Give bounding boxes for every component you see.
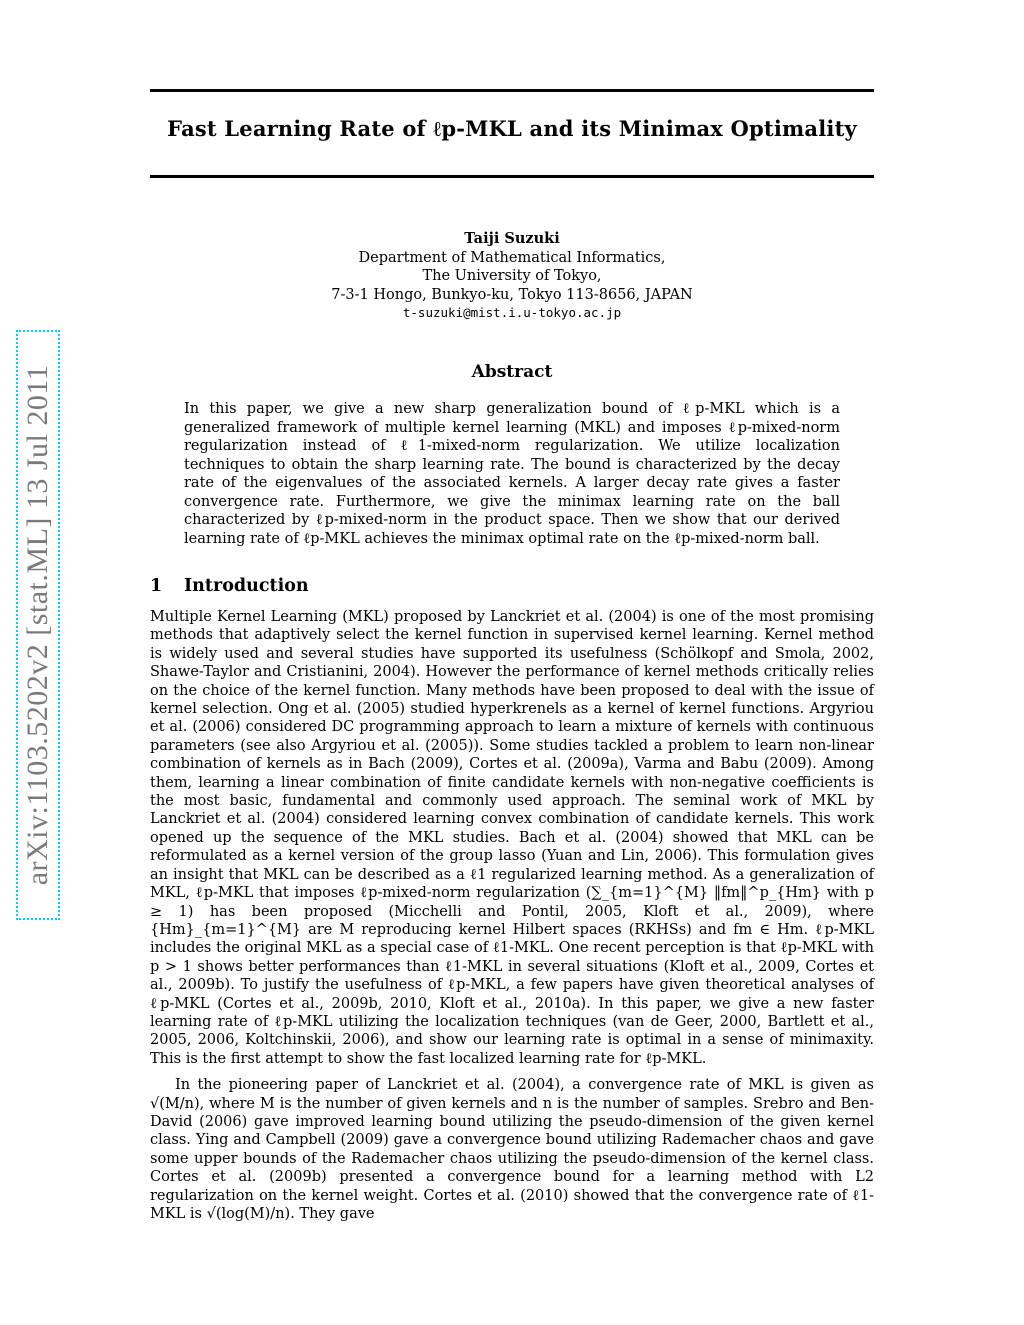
paper-title: Fast Learning Rate of ℓp-MKL and its Minimax Optimality [167,116,857,141]
section-number: 1 [150,576,163,596]
intro-body [150,608,874,1223]
arxiv-id: arXiv:1103.5202v2 [stat.ML] 13 Jul 2011 [21,364,54,886]
intro-paragraph-2: In the pioneering paper of Lanckriet et al. (2004), a convergence rate of MKL is given as √(M/n), where M is the number of given kernels and n is the number of samples. Srebro and Ben-David (2006) gave improved learning bound utilizing the pseudo-dimension of the given kernel class. Ying and Campbell (2009) gave a convergence bound utilizing Rademacher chaos and gave some upper bounds of the Rademacher chaos utilizing the pseudo-dimension of the kernel class. Cortes et al. (2009b) presented a convergence bound for a learning method with L2 regularization on the kernel weight. Cortes et al. (2010) showed that the convergence rate of ℓ1-MKL is √(log(M)/n). They gave [150,1077,874,1222]
section-heading [150,576,309,596]
abstract-heading: Abstract [471,362,553,382]
section-title: Introduction [184,576,309,596]
author-address: 7-3-1 Hongo, Bunkyo-ku, Tokyo 113-8656, JAPAN [331,286,693,303]
author-block [150,230,874,323]
abstract-text: In this paper, we give a new sharp generalization bound of ℓp-MKL which is a generalized framework of multiple kernel learning (MKL) and imposes ℓp-mixed-norm regularization instead of ℓ1-mixed-norm regularization. We utilize localization techniques to obtain the sharp learning rate. The bound is characterized by the decay rate of the eigenvalues of the associated kernels. A larger decay rate gives a faster convergence rate. Furthermore, we give the minimax learning rate on the ball characterized by ℓp-mixed-norm in the product space. Then we show that our derived learning rate of ℓp-MKL achieves the minimax optimal rate on the ℓp-mixed-norm ball. [184,401,840,547]
author-univ: The University of Tokyo, [422,268,602,284]
intro-paragraph-1: Multiple Kernel Learning (MKL) proposed by Lanckriet et al. (2004) is one of the most promising methods that adaptively select the kernel function in supervised kernel learning. Kernel method is widely used and several studies have supported its usefulness (Schölkopf and Smola, 2002, Shawe-Taylor and Cristianini, 2004). However the performance of kernel methods critically relies on the choice of the kernel function. Many methods have been proposed to deal with the issue of kernel selection. Ong et al. (2005) studied hyperkrenels as a kernel of kernel functions. Argyriou et al. (2006) considered DC programming approach to learn a mixture of kernels with continuous parameters (see also Argyriou et al. (2005)). Some studies tackled a problem to learn non-linear combination of kernels as in Bach (2009), Cortes et al. (2009a), Varma and Babu (2009). Among them, learning a linear combination of finite candidate kernels with non-negative coefficients is the most basic, fundamental and commonly used approach. The seminal work of MKL by Lanckriet et al. (2004) considered learning convex combination of candidate kernels. This work opened up the sequence of the MKL studies. Bach et al. (2004) showed that MKL can be reformulated as a kernel version of the group lasso (Yuan and Lin, 2006). This formulation gives an insight that MKL can be described as a ℓ1 regularized learning method. As a generalization of MKL, ℓp-MKL that imposes ℓp-mixed-norm regularization (∑_{m=1}^{M} ‖fm‖^p_{Hm} with p ≥ 1) has been proposed (Micchelli and Pontil, 2005, Kloft et al., 2009), where {Hm}_{m=1}^{M} are M reproducing kernel Hilbert spaces (RKHSs) and fm ∈ Hm. ℓp-MKL includes the original MKL as a special case of ℓ1-MKL. One recent perception is that ℓp-MKL with p > 1 shows better performances than ℓ1-MKL in several situations (Kloft et al., 2009, Cortes et al., 2009b). To justify the usefulness of ℓp-MKL, a few papers have given theoretical analyses of ℓp-MKL (Cortes et al., 2009b, 2010, Kloft et al., 2010a). In this paper, we give a new faster learning rate of ℓp-MKL utilizing the localization techniques (van de Geer, 2000, Bartlett et al., 2005, 2006, Koltchinskii, 2006), and show our learning rate is optimal in a sense of minimaxity. This is the first attempt to show the fast localized learning rate for ℓp-MKL. [150,609,874,1067]
author-dept: Department of Mathematical Informatics, [358,249,666,266]
title-rule-bottom [150,175,874,178]
title-rule-top [150,89,874,92]
arxiv-sidebar [16,330,60,920]
author-email[interactable]: t-suzuki@mist.i.u-tokyo.ac.jp [402,305,622,320]
author-name: Taiji Suzuki [464,230,560,247]
